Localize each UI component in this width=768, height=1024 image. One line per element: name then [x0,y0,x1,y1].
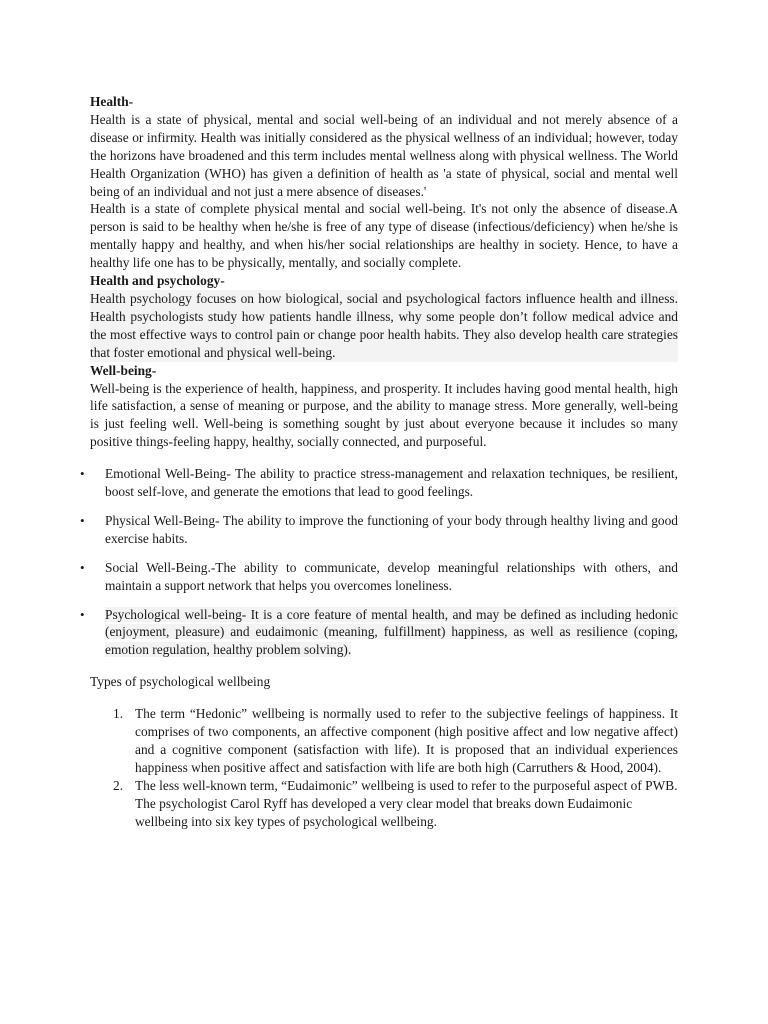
bullet-icon: • [80,559,85,575]
list-item-text: Psychological well-being- It is a core feature of mental health, and may be defined as including hedonic (enjoyment, pleasure) and eudaimonic (meaning, fulfillment) happiness, as well as resilience (coping, emotion regulation, healthy problem solving). [105,606,678,658]
bullet-icon: • [80,466,85,482]
item-number: 1. [113,706,124,722]
item-number: 2. [113,777,124,793]
list-item [80,512,678,548]
list-item-text: Social Well-Being.-The ability to communicate, develop meaningful relationships with others, and maintain a support network that helps you overcomes loneliness. [105,559,678,593]
list-item [80,606,678,660]
document-page [80,93,678,831]
types-of-wellbeing-title: Types of psychological wellbeing [90,674,271,690]
bullet-icon: • [80,606,85,622]
list-item-text: Physical Well-Being- The ability to improve the functioning of your body through healthy living and good exercise habits. [105,512,678,546]
wellbeing-types-list [80,465,678,659]
health-heading: Health- [90,94,134,109]
health-paragraph-1: Health is a state of physical, mental and social well-being of an individual and not merely absence of a disease or infirmity. Health was initially considered as the physical wellness of an individual; however, today the horizons have broadened and this term includes mental wellness along with physical wellness. The World Health Organization (WHO) has given a definition of health as 'a state of physical, social and mental well being of an individual and not just a mere absence of diseases.' [90,111,678,199]
health-paragraph-2: Health is a state of complete physical mental and social well-being. It's not only the absence of disease.A person is said to be healthy when he/she is free of any type of disease (infectious/deficiency) when he/she is mentally happy and healthy, and when his/her social relationships are healthy in society. Hence, to have a healthy life one has to be physically, mentally, and socially complete. [90,201,678,271]
list-item-text: Emotional Well-Being- The ability to practice stress-management and relaxation techniques, be resilient, boost self-love, and generate the emotions that lead to good feelings. [105,466,678,500]
numbered-item [113,777,678,831]
numbered-item-text: The term “Hedonic” wellbeing is normally used to refer to the subjective feelings of happiness. It comprises of two components, an affective component (high positive affect and low negative affect) and a cognitive component (satisfaction with life). It is proposed that an individual experiences happiness when positive affect and satisfaction with life are both high (Carruthers & Hood, 2004). [135,706,678,775]
list-item [80,559,678,595]
health-psychology-paragraph: Health psychology focuses on how biological, social and psychological factors influence health and illness. Health psychologists study how patients handle illness, why some people don’t follow medical advice and the most effective ways to control pain or change poor health habits. They also develop health care strategies that foster emotional and physical well-being. [90,290,678,360]
list-item [80,465,678,501]
health-psychology-heading: Health and psychology- [90,273,225,289]
numbered-item-text: The less well-known term, “Eudaimonic” wellbeing is used to refer to the purposeful aspect of PWB. The psychologist Carol Ryff has developed a very clear model that breaks down Eudaimonic wellbeing into six key types of psychological wellbeing. [135,777,678,829]
types-numbered-list [90,705,678,830]
bullet-icon: • [80,512,85,528]
wellbeing-heading: Well-being- [90,362,157,378]
numbered-item [113,705,678,777]
wellbeing-paragraph: Well-being is the experience of health, happiness, and prosperity. It includes having good mental health, high life satisfaction, a sense of meaning or purpose, and the ability to manage stress. More generally, well-being is just feeling well. Well-being is something sought by just about everyone because it includes so many positive things-feeling happy, healthy, socially connected, and purposeful. [90,380,678,450]
